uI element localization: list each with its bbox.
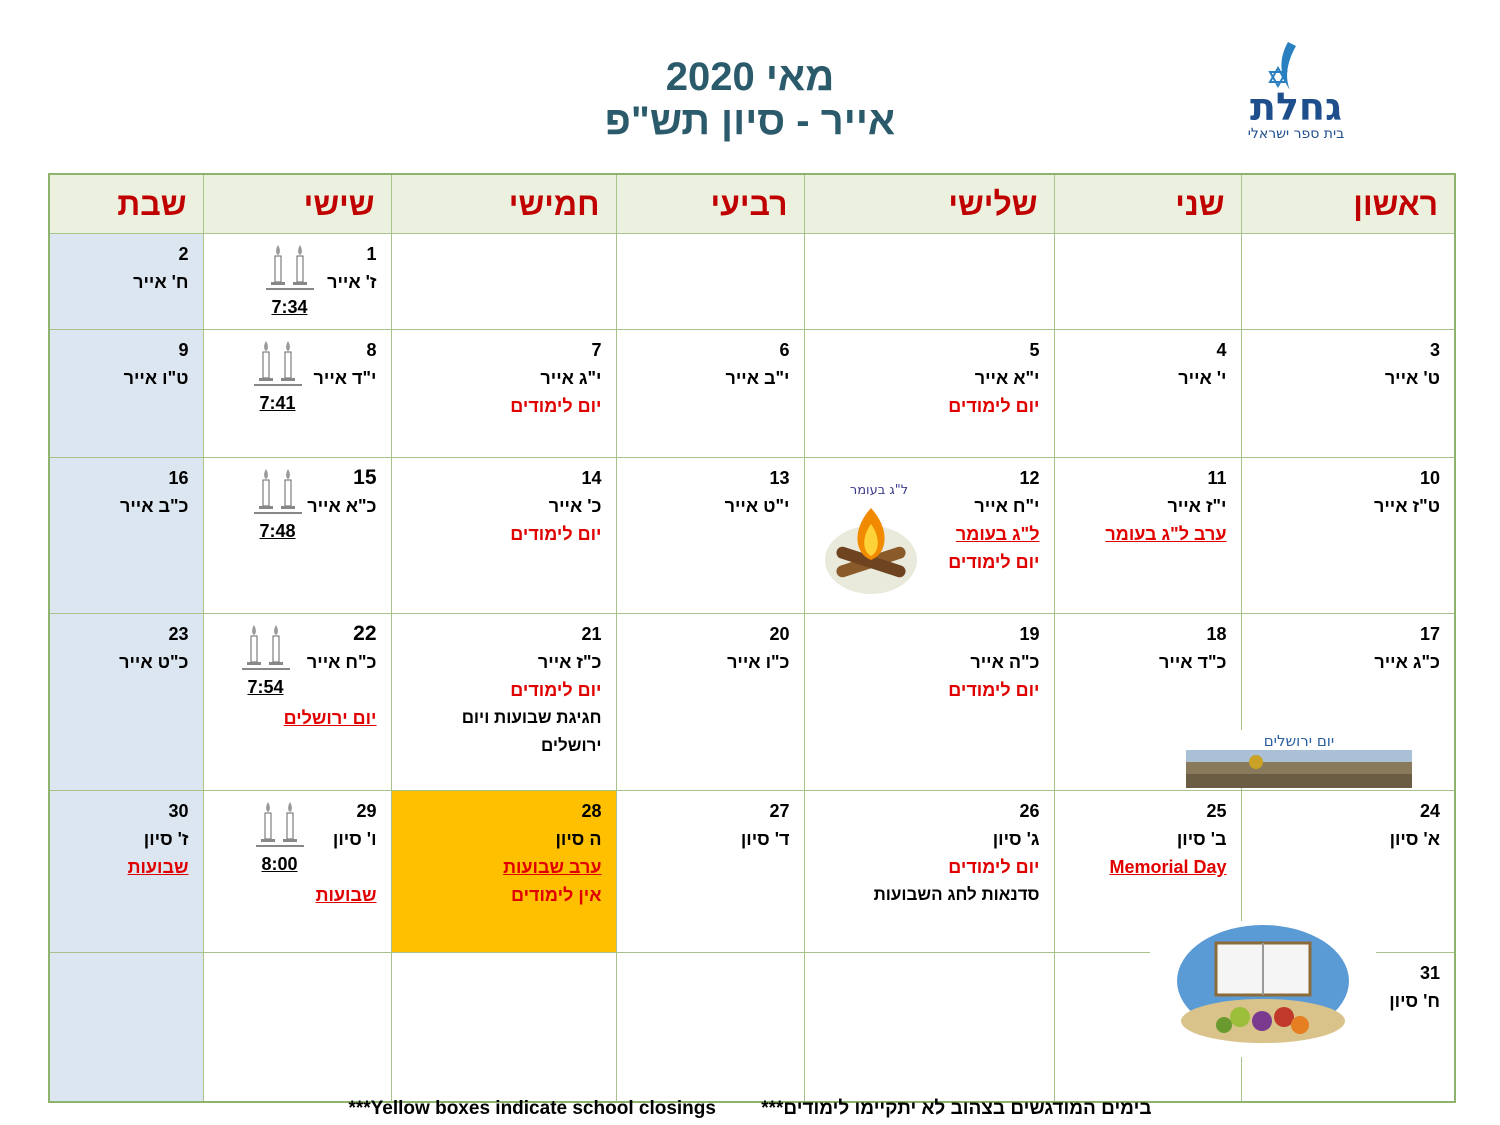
day-number: 3	[1429, 340, 1440, 360]
day-cell-empty	[203, 953, 391, 1103]
day-number: 16	[168, 468, 189, 488]
day-number: 28	[581, 801, 602, 821]
hebrew-date: י"א אייר	[974, 368, 1040, 388]
candle-lighting	[242, 622, 290, 697]
day-cell-11	[1054, 458, 1241, 614]
hebrew-date: י"ד אייר	[313, 368, 377, 388]
candle-lighting	[254, 466, 302, 541]
event-label: ל"ג בעומר	[955, 524, 1040, 544]
hebrew-date: ד' סיון	[740, 829, 790, 849]
day-number: 31	[1419, 963, 1440, 983]
day-cell-23	[49, 614, 203, 791]
hebrew-date: כ"ג אייר	[1374, 652, 1440, 672]
candles-icon	[266, 242, 314, 292]
title-hebrew: אייר - סיון תש"פ	[604, 99, 896, 143]
hebrew-date: ח' אייר	[133, 272, 189, 292]
day-cell-30	[49, 791, 203, 953]
candle-time: 7:41	[259, 393, 296, 413]
jerusalem-banner-text: יום ירושלים	[1263, 732, 1335, 750]
hebrew-date: ט"ז אייר	[1373, 496, 1440, 516]
footer-english: ***Yellow boxes indicate school closings	[348, 1098, 716, 1119]
day-cell-empty	[616, 953, 804, 1103]
hebrew-date: כ"ה אייר	[970, 652, 1040, 672]
hebrew-date: ז' סיון	[143, 829, 189, 849]
hebrew-date: י' אייר	[1178, 368, 1227, 388]
school-day-label: יום לימודים	[948, 552, 1040, 572]
day-number: 19	[1019, 624, 1040, 644]
candle-lighting	[254, 338, 302, 413]
hebrew-date: ב' סיון	[1176, 829, 1227, 849]
hebrew-date: כ"ו אייר	[727, 652, 790, 672]
hebrew-date: כ"ז אייר	[537, 652, 602, 672]
logo-subtext: בית ספר ישראלי	[1247, 126, 1345, 142]
hebrew-date: כ"ד אייר	[1159, 652, 1227, 672]
weekday-tuesday: שלישי	[804, 174, 1054, 234]
bonfire-caption: ל"ג בעומר	[849, 483, 908, 498]
day-cell-empty	[1054, 234, 1241, 330]
candle-lighting	[266, 242, 314, 317]
day-number: 1	[366, 244, 377, 264]
day-number: 24	[1419, 801, 1440, 821]
day-number: 5	[1029, 340, 1040, 360]
hebrew-date: כ"ב אייר	[119, 496, 189, 516]
hebrew-date: י"ח אייר	[974, 496, 1040, 516]
hebrew-date: כ"ח אייר	[306, 652, 377, 672]
hebrew-date: י"ב אייר	[725, 368, 790, 388]
hebrew-date: ח' סיון	[1389, 991, 1440, 1011]
school-day-label: יום לימודים	[510, 680, 602, 700]
day-cell-empty	[1241, 234, 1455, 330]
day-number: 20	[769, 624, 790, 644]
weekday-monday: שני	[1054, 174, 1241, 234]
day-number: 21	[581, 624, 602, 644]
school-closed-label: אין לימודים	[510, 885, 602, 905]
candles-icon	[254, 466, 302, 516]
day-cell-28	[391, 791, 616, 953]
day-cell-20	[616, 614, 804, 791]
hebrew-date: ט"ו אייר	[123, 368, 189, 388]
title-gregorian: מאי 2020	[665, 55, 835, 99]
week-row	[49, 458, 1455, 614]
candle-time: 8:00	[261, 854, 298, 874]
weekday-sunday: ראשון	[1241, 174, 1455, 234]
hebrew-date: ה סיון	[555, 829, 602, 849]
week-row	[49, 234, 1455, 330]
hebrew-date: ז' אייר	[327, 272, 377, 292]
day-number: 30	[168, 801, 189, 821]
day-number: 25	[1206, 801, 1227, 821]
day-cell-29	[203, 791, 391, 953]
hebrew-date: ט' אייר	[1384, 368, 1440, 388]
day-cell-27	[616, 791, 804, 953]
school-day-label: יום לימודים	[510, 524, 602, 544]
day-cell-1	[203, 234, 391, 330]
hebrew-date: א' סיון	[1389, 829, 1440, 849]
day-cell-6	[616, 330, 804, 458]
event-note: חגיגת שבועות ויום ירושלים	[461, 708, 602, 755]
weekday-friday: שישי	[203, 174, 391, 234]
school-day-label: יום לימודים	[510, 396, 602, 416]
candle-time: 7:54	[247, 677, 284, 697]
shavuot-image	[1150, 921, 1376, 1057]
day-cell-3	[1241, 330, 1455, 458]
day-number: 23	[168, 624, 189, 644]
day-cell-15	[203, 458, 391, 614]
day-number: 13	[769, 468, 790, 488]
bonfire-image	[821, 468, 921, 596]
day-number: 2	[178, 244, 189, 264]
school-day-label: יום לימודים	[948, 857, 1040, 877]
day-cell-5	[804, 330, 1054, 458]
candles-icon	[256, 799, 304, 849]
event-label: שבועות	[127, 857, 189, 877]
hebrew-date: כ"א אייר	[307, 496, 377, 516]
hebrew-date: כ"ט אייר	[119, 652, 189, 672]
candle-lighting	[256, 799, 304, 874]
logo-text: גחלת	[1249, 85, 1343, 129]
day-number: 9	[178, 340, 189, 360]
event-label: שבועות	[315, 885, 377, 905]
weekday-saturday: שבת	[49, 174, 203, 234]
event-note: סדנאות לחג השבועות	[873, 885, 1040, 904]
school-logo	[1228, 38, 1368, 148]
day-cell-26	[804, 791, 1054, 953]
day-cell-21	[391, 614, 616, 791]
candles-icon	[242, 622, 290, 672]
day-cell-8	[203, 330, 391, 458]
jerusalem-day-image	[1186, 730, 1412, 788]
day-cell-7	[391, 330, 616, 458]
day-number: 17	[1419, 624, 1440, 644]
footer-hebrew: ***בימים המודגשים בצהוב לא יתקיימו לימודים	[761, 1098, 1152, 1119]
day-cell-14	[391, 458, 616, 614]
day-number: 14	[581, 468, 602, 488]
day-cell-empty	[804, 953, 1054, 1103]
day-cell-empty	[391, 234, 616, 330]
day-number: 27	[769, 801, 790, 821]
day-number: 26	[1019, 801, 1040, 821]
school-day-label: יום לימודים	[948, 680, 1040, 700]
week-row	[49, 330, 1455, 458]
day-number: 10	[1419, 468, 1440, 488]
day-cell-empty	[804, 234, 1054, 330]
day-number: 18	[1206, 624, 1227, 644]
weekday-thursday: חמישי	[391, 174, 616, 234]
day-number: 22	[353, 622, 377, 645]
day-cell-9	[49, 330, 203, 458]
event-label: Memorial Day	[1109, 857, 1227, 877]
event-label: ערב ל"ג בעומר	[1105, 524, 1227, 544]
day-cell-2	[49, 234, 203, 330]
day-number: 6	[779, 340, 790, 360]
day-number: 4	[1216, 340, 1227, 360]
hebrew-date: ג' סיון	[992, 829, 1040, 849]
day-number: 29	[356, 801, 377, 821]
event-label: ערב שבועות	[503, 857, 602, 877]
day-number: 7	[591, 340, 602, 360]
day-cell-13	[616, 458, 804, 614]
event-label: יום ירושלים	[283, 708, 377, 728]
hebrew-date: כ' אייר	[548, 496, 602, 516]
day-cell-16	[49, 458, 203, 614]
hebrew-date: י"ט אייר	[724, 496, 790, 516]
day-cell-10	[1241, 458, 1455, 614]
footer-note	[0, 1098, 1500, 1120]
day-number: 15	[353, 466, 377, 489]
candle-time: 7:34	[271, 297, 308, 317]
day-cell-12	[804, 458, 1054, 614]
day-number: 8	[366, 340, 377, 360]
day-cell-22	[203, 614, 391, 791]
day-number: 11	[1207, 468, 1227, 488]
candle-time: 7:48	[259, 521, 296, 541]
candles-icon	[254, 338, 302, 388]
day-number: 12	[1019, 468, 1040, 488]
day-cell-empty	[616, 234, 804, 330]
day-cell-19	[804, 614, 1054, 791]
weekday-wednesday: רביעי	[616, 174, 804, 234]
weekday-header-row	[49, 174, 1455, 234]
hebrew-date: י"ג אייר	[540, 368, 602, 388]
day-cell-empty	[49, 953, 203, 1103]
day-cell-empty	[391, 953, 616, 1103]
hebrew-date: ו' סיון	[332, 829, 377, 849]
school-day-label: יום לימודים	[948, 396, 1040, 416]
hebrew-date: י"ז אייר	[1167, 496, 1227, 516]
day-cell-4	[1054, 330, 1241, 458]
